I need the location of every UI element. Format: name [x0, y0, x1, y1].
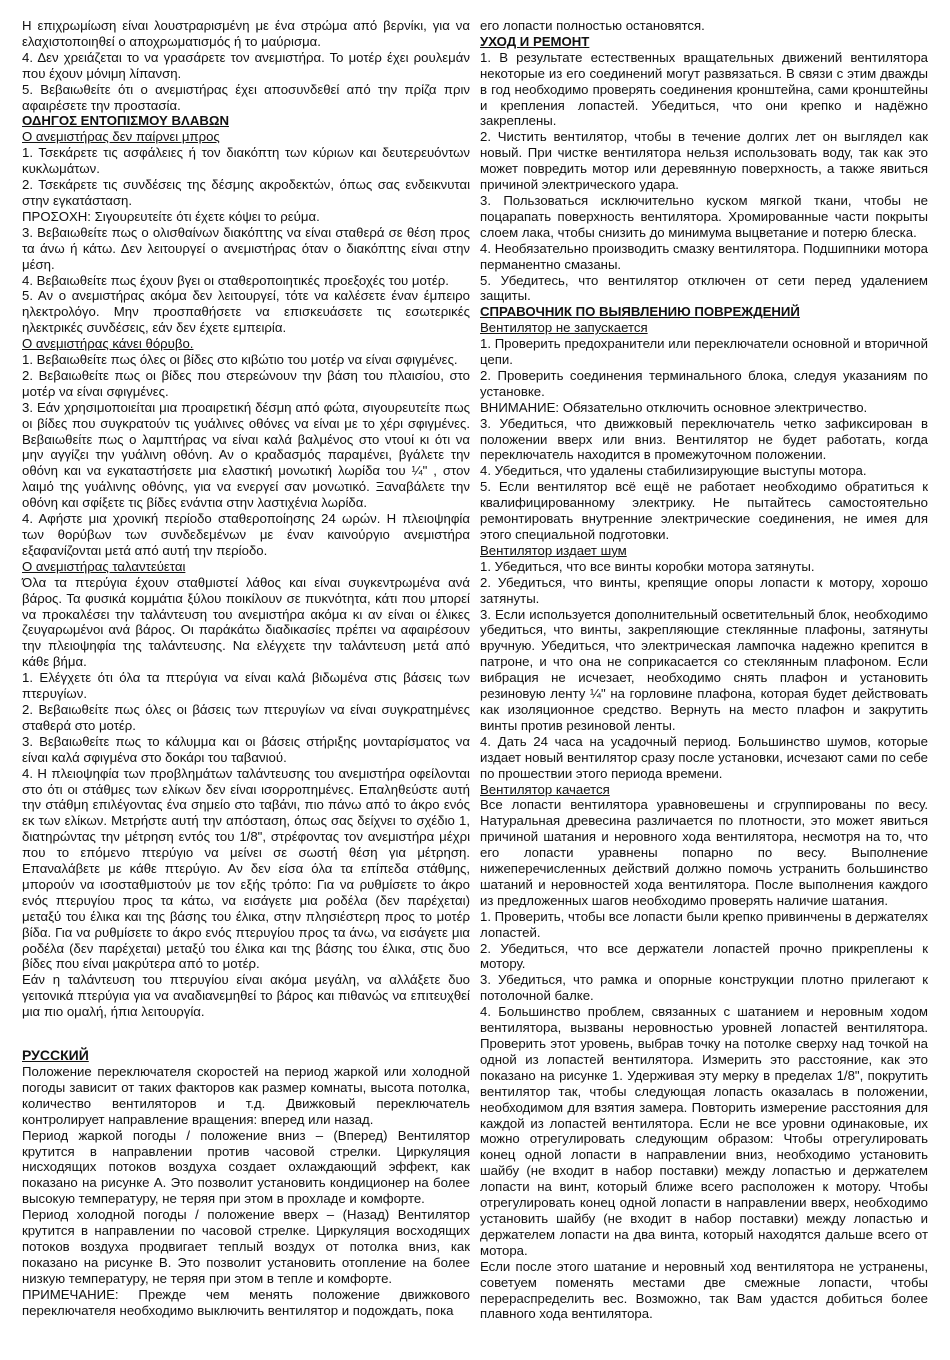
- paragraph: 1. Ελέγχετε ότι όλα τα πτερύγια να είναι καλά βιδωμένα στις βάσεις των πτερυγίων.: [22, 670, 470, 702]
- paragraph: Όλα τα πτερύγια έχουν σταθμιστεί λάθος και είναι συγκεντρωμένα ανά βάρος. Τα φυσικά κομμάτια ξύλου ποικίλουν σε πυκνότητα, κάτι που μπορεί να προκαλέσει την ταλάντευση του ανεμιστήρα ακόμα κι αν είναι οι έλικες ζευγαρωμένοι ανά βάρος. Οι παράκάτω διαδικασίες πρέπει να αφαιρέσουν την πλειοψηφία της ταλάντευσης. Να ελέγχετε την ταλάντευση μετά από κάθε βήμα.: [22, 574, 470, 670]
- paragraph: Период холодной погоды / положение вверх – (Назад) Вентилятор крутится в направлении по часовой стрелке. Циркуляция восходящих потоков воздуха продвигает теплый воздух от потолка вниз, как показано на рисунке В. Это позволит установить отопление на более низкую температуру, не теряя при этом в тепле и комфорте.: [22, 1207, 470, 1286]
- paragraph: 4. Дать 24 часа на усадочный период. Большинство шумов, которые издает новый вентилятор сразу после установки, исчезают сами по себе по прошествии этого периода времени.: [480, 733, 928, 781]
- paragraph: 1. Убедиться, что все винты коробки мотора затянуты.: [480, 558, 815, 574]
- section-heading-troubleshooting: СПРАВОЧНИК ПО ВЫЯВЛЕНИЮ ПОВРЕЖДЕНИЙ: [480, 304, 800, 320]
- paragraph: 2. Чистить вентилятор, чтобы в течение долгих лет он выглядел как новый. При чистке вентилятора нельзя использовать воду, так как это может повредить мотор или деревянную поверхность, а также явиться причиной электрического удара.: [480, 129, 928, 193]
- language-heading-russian: РУССКИЙ: [22, 1047, 89, 1064]
- paragraph: 1. В результате естественных вращательных движений вентилятора некоторые из его соединений могут развязаться. В связи с этим дважды в год необходимо проверять соединения кронштейна, сами кронштейны и крепления лопастей. Убедиться, что они крепко и надёжно закреплены.: [480, 49, 928, 129]
- paragraph: 1. Τσεκάρετε τις ασφάλειες ή τον διακόπτη των κύριων και δευτερευόντων κυκλωμάτων.: [22, 145, 470, 177]
- paragraph: 1. Проверить, чтобы все лопасти были крепко привинчены в держателях лопастей.: [480, 908, 928, 940]
- paragraph: 5. Убедитесь, что вентилятор отключен от сети перед удалением защиты.: [480, 272, 928, 304]
- paragraph: 1. Βεβαιωθείτε πως όλες οι βίδες στο κιβώτιο του μοτέρ να είναι σφιγμένες.: [22, 352, 458, 368]
- paragraph: его лопасти полностью остановятся.: [480, 18, 705, 33]
- paragraph: Εάν η ταλάντευση του πτερυγίου είναι ακόμα μεγάλη, να αλλάξετε δυο γειτονικά πτερύγια για να αναδιανεμηθεί το βάρος και πιθανώς να επιτευχθεί μια πιο ομαλή, ήπια λειτουργία.: [22, 972, 470, 1020]
- paragraph: 2. Убедиться, что все держатели лопастей прочно прикреплены к мотору.: [480, 940, 928, 972]
- paragraph: 3. Εάν χρησιμοποιείται μια προαιρετική δέσμη από φώτα, σιγουρευτείτε πως οι βίδες που συγκρατούν τις γυάλινες οθόνες να είναι με το χέρι σφιγμένες. Βεβαιωθείτε πως ο λαμπτήρας να είναι καλά βαλμένος στο ντουί κι ότι να μην αγγίζει την γυάλινη οθόνη. Αν ο κραδασμός παραμένει, βγάλετε την οθόνη και να εγκαταστήσετε μια ελαστική μονωτική λωρίδα του ¼" , στον λαιμό της γυάλινης οθόνης, για να ενεργεί σαν μονωτικό. Ξαναβάλετε την οθόνη και σφίξετε τις βίδες ενάντια στην λαστιχένια λωρίδα.: [22, 399, 470, 511]
- paragraph: 1. Проверить предохранители или переключатели основной и вторичной цепи.: [480, 336, 928, 368]
- paragraph: 4. Большинство проблем, связанных с шатанием и неровным ходом вентилятора, вызваны неровностью уровней лопастей вентилятора. Проверить этот уровень, выбрав точку на потолке сверху над точкой на одной из лопастей вентилятора. Измерить это расстояние, как это показано на рисунке 1. Удерживая эту мерку в пределах 1/8", покрутить вентилятор так, чтобы следующая лопасть оказалась в положении, необходимом для взятия замера. Повторить измерение расстояния для каждой из лопастей вентилятора. Если не все уровни одинаковые, их можно отрегулировать следующим образом: Чтобы отрегулировать конец одной лопасти в направлении вниз, необходимо установить шайбу (не входит в набор поставки) между лопастью и держателем лопасти на винт, который ближе всего расположен к мотору. Чтобы отрегулировать конец одной лопасти в направлении вверх, необходимо установить шайбу (не входит в набор поставки) между лопастью и держателем лопасти на два винта, который находятся дальше всего от мотора.: [480, 1004, 928, 1258]
- paragraph: 3. Βεβαιωθείτε πως το κάλυμμα και οι βάσεις στήριξης μονταρίσματος να είναι καλά σφιγμένα στο δοκάρι του ταβανιού.: [22, 733, 470, 765]
- paragraph: ПРИМЕЧАНИЕ: Прежде чем менять положение движкового переключателя необходимо выключить вентилятор и подождать, пока: [22, 1286, 470, 1318]
- paragraph: 3. Βεβαιωθείτε πως ο ολισθαίνων διακόπτης να είναι σταθερά σε θέση προς τα άνω ή κάτω. Δεν λειτουργεί ο ανεμιστήρας όταν ο διακόπτης είναι στην μέση.: [22, 224, 470, 272]
- subheading-fan-not-starting: Ο ανεμιστήρας δεν παίρνει μπρος: [22, 129, 220, 145]
- paragraph: ΠΡΟΣΟΧΗ: Σιγουρευτείτε ότι έχετε κόψει το ρεύμα.: [22, 208, 320, 224]
- paragraph: Η επιχρωμίωση είναι λουστραρισμένη με ένα στρώμα από βερνίκι, για να ελαχιστοποιηθεί ο αποχρωματισμός ή το μαύρισμα.: [22, 18, 470, 49]
- paragraph: 2. Βεβαιωθείτε πως όλες οι βάσεις των πτερυγίων να είναι συγκρατημένες σταθερά στο μοτέρ.: [22, 701, 470, 733]
- paragraph: 4. Η πλειοψηφία των προβλημάτων ταλάντευσης του ανεμιστήρα οφείλονται στο ότι οι στάθμες των ελίκων δεν είναι ισορροπημένες. Επαληθεύστε αυτή την στάθμη επιλέγοντας ένα σημείο στο ταβάνι, πιο πάνω από το άκρο ενός εκ των ελίκων. Μετρήστε αυτή την απόσταση, όπως σας δείχνει το σχέδιο 1, διατηρώντας την μέτρηση εντός του 1/8", στρέφοντας τον ανεμιστήρα μέχρι που το επόμενο πτερύγιο να μείνει σε σωστή θέση για μέτρηση. Επαναλάβετε με κάθε πτερύγιο. Αν δεν είσα όλα τα επίπεδα στάθμης, μπορούν να ισοσταθμιστούν με τον εξής τρόπο: Για να ρυθμίσετε το άκρο ενός πτερυγίου προς τα κάτω, να εισάγετε μια ροδέλα (δεν παρέχεται) μεταξύ του έλικα και της βάσης του έλικα, στην πλησιέστερη προς το μοτέρ βίδα. Για να ρυθμίσετε το άκρο ενός πτερυγίου προς τα άνω, να εισάγετε μια ροδέλα (δεν παρέχεται) μεταξύ του έλικα και της βάσης του έλικα, στις δυο βίδες που είναι μακρύτερα από το μοτέρ.: [22, 765, 470, 972]
- paragraph: 5. Αν ο ανεμιστήρας ακόμα δεν λειτουργεί, τότε να καλέσετε έναν έμπειρο ηλεκτρολόγο. Μην προσπαθήσετε να επισκευάσετε τις εσωτερικές ηλεκτρικές συνδέσεις, εάν δεν έχετε εμπειρία.: [22, 288, 470, 336]
- paragraph: 2. Τσεκάρετε τις συνδέσεις της δέσμης ακροδεκτών, όπως σας ενδεικνυται στην εγκατάσταση.: [22, 177, 470, 208]
- paragraph: Период жаркой погоды / положение вниз – (Вперед) Вентилятор крутится в направлении против часовой стрелки. Циркуляция нисходящих потоков воздуха создает охлаждающий эффект, как показано на рисунке А. Это позволит установить кондиционер на более высокую температуру, не теряя при этом в прохладе и комфорте.: [22, 1127, 470, 1207]
- paragraph: Положение переключателя скоростей на период жаркой или холодной погоды зависит от таких факторов как размер комнаты, высота потолка, количество вентиляторов и т.д. Движковый переключатель контролирует направление вращения: вперед или назад.: [22, 1064, 470, 1127]
- spacer: [22, 1020, 470, 1048]
- subheading-fan-noise: Ο ανεμιστήρας κάνει θόρυβο.: [22, 336, 194, 352]
- paragraph: 4. Αφήστε μια χρονική περίοδο σταθεροποίησης 24 ωρών. Η πλειοψηφία των θορύβων των συνδεδεμένων με έναν καινούργιο ανεμιστήρα εξαφανίζονται μετά από αυτή την περίοδο.: [22, 511, 470, 558]
- paragraph: ВНИМАНИЕ: Обязательно отключить основное электричество.: [480, 399, 868, 415]
- paragraph: 4. Необязательно производить смазку вентилятора. Подшипники мотора перманентно смазаны.: [480, 240, 928, 272]
- paragraph: 2. Βεβαιωθείτε πως οι βίδες που στερεώνουν την βάση του πλαισίου, στο μοτέρ να είναι σφιγμένες.: [22, 367, 470, 399]
- subheading-fan-not-starting: Вентилятор не запускается: [480, 320, 648, 336]
- paragraph: 2. Проверить соединения терминального блока, следуя указаниям по установке.: [480, 367, 928, 399]
- subheading-fan-wobble: Ο ανεμιστήρας ταλαντεύεται: [22, 558, 186, 574]
- paragraph: Все лопасти вентилятора уравновешены и сгруппированы по весу. Натуральная древесина различается по плотности, это может явиться причиной шатания и неровного хода вентилятора, несмотря на то, что его лопасти уравнены попарно по весу. Выполнение нижеперечисленных действий должно помочь устранить большинство шатаний и неровностей хода вентилятора. После выполнения каждого из предложенных шагов необходимо проверять наличие шатания.: [480, 797, 928, 908]
- subheading-fan-noise: Вентилятор издает шум: [480, 542, 627, 558]
- greek-column: [22, 18, 470, 1360]
- paragraph: 5. Если вентилятор всё ещё не работает необходимо обратиться к квалифицированному электрику. Не пытайтесь самостоятельно ремонтировать внутренние электрические соединения, не имея для этого специальной подготовки.: [480, 479, 928, 542]
- paragraph: 4. Βεβαιωθείτε πως έχουν βγει οι σταθεροποιητικές προεξοχές του μοτέρ.: [22, 272, 449, 288]
- paragraph: 4. Убедиться, что удалены стабилизирующие выступы мотора.: [480, 463, 867, 479]
- subheading-fan-wobble: Вентилятор качается: [480, 781, 610, 797]
- paragraph: 3. Убедиться, что движковый переключатель четко зафиксирован в положении вверх или вниз. Вентилятор не будет работать, когда переключатель находится в промежуточном положении.: [480, 415, 928, 463]
- paragraph: 3. Убедиться, что рамка и опорные конструкции плотно прилегают к потолочной балке.: [480, 972, 928, 1004]
- section-heading-troubleshooting: ΟΔΗΓΟΣ ΕΝΤΟΠΙΣΜΟΥ ΒΛΑΒΩΝ: [22, 113, 229, 129]
- paragraph: 3. Пользоваться исключительно куском мягкой ткани, чтобы не поцарапать поверхность вентилятора. Хромированные части покрыты слоем лака, чтобы снизить до минимума выцветание и потерю блеска.: [480, 192, 928, 240]
- paragraph: 4. Δεν χρειάζεται το να γρασάρετε τον ανεμιστήρα. Το μοτέρ έχει ρουλεμάν που έχουν μόνιμη λίπανση.: [22, 49, 470, 81]
- paragraph: 2. Убедиться, что винты, крепящие опоры лопасти к мотору, хорошо затянуты.: [480, 574, 928, 606]
- section-heading-care: УХОД И РЕМОНТ: [480, 33, 590, 49]
- russian-column: [480, 18, 928, 1360]
- paragraph: 3. Если используется дополнительный осветительный блок, необходимо убедиться, что винты, закрепляющие стеклянные плафоны, затянуты вручную. Убедиться, что электрическая лампочка надежно крепится в патроне, и что она не соприкасается со стеклянным плафоном. Если вибрация не исчезает, необходимо снять плафон и установить резиновую ленту ¼" на горловине плафона, которая будет действовать как изоляционное средство. Вернуть на место плафон и закрутить винты против резиновой ленты.: [480, 606, 928, 733]
- paragraph: Если после этого шатание и неровный ход вентилятора не устранены, советуем поменять местами две смежные лопасти, чтобы перераспределить вес. Возможно, так Вам удастся добиться более плавного хода вентилятора.: [480, 1258, 928, 1322]
- paragraph: 5. Βεβαιωθείτε ότι ο ανεμιστήρας έχει αποσυνδεθεί από την πρίζα πριν αφαιρέσετε την προστασία.: [22, 81, 470, 113]
